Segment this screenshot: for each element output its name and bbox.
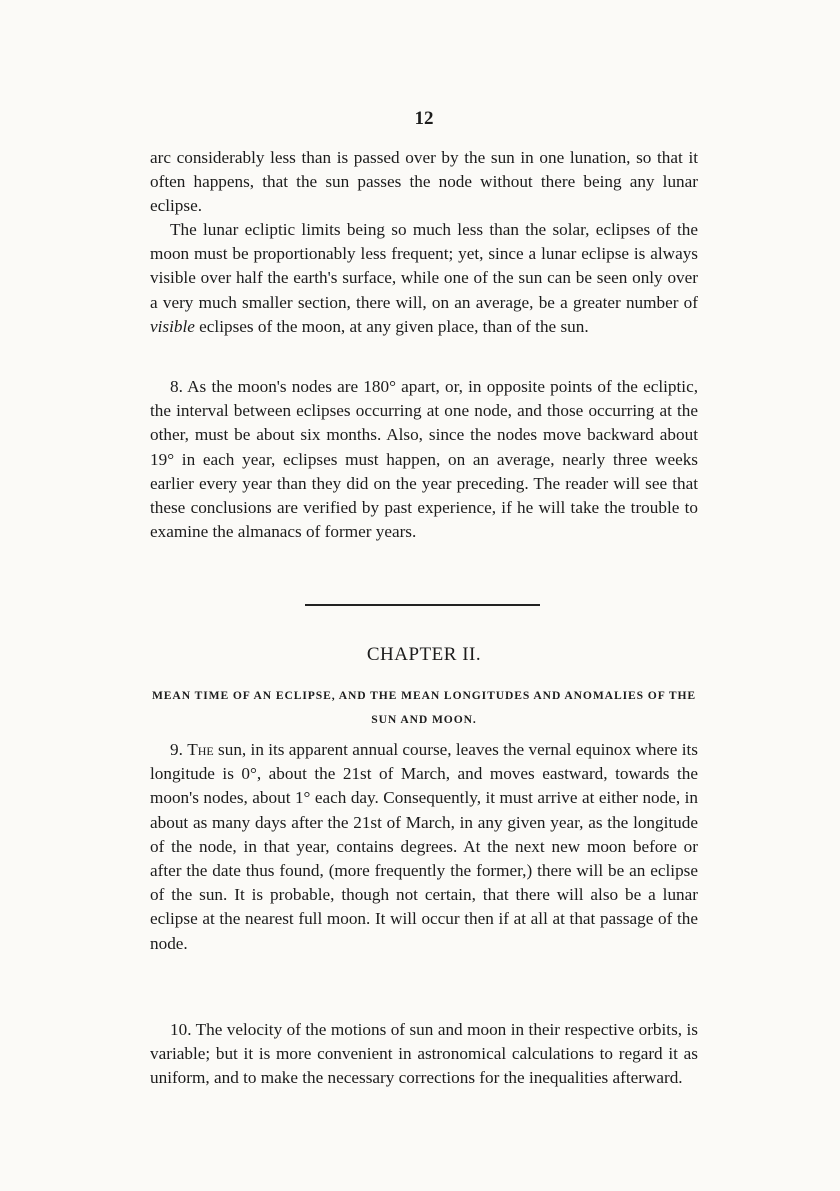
chapter-subtitle: MEAN TIME OF AN ECLIPSE, AND THE MEAN LONGITUDES AND ANOMALIES OF THE SUN AND MOON.	[151, 689, 697, 726]
paragraph-continuation: arc considerably less than is passed over by the sun in one lunation, so that it often happens, that the sun passes the node without there being any lunar eclipse.	[150, 148, 698, 216]
paragraph-section-8: 8. As the moon's nodes are 180° apart, or, in opposite points of the ecliptic, the interval between eclipses occurring at one node, and those occurring at the other, must be about six months. Also, since the nodes move backward about 19° in each year, eclipses must happen, on an average, nearly three weeks earlier every year than they did on the year preceding. The reader will see that these conclusions are verified by past experience, if he will take the trouble to examine the almanacs of former years.	[150, 377, 698, 542]
paragraph-lunar-limits-text-a: The lunar ecliptic limits being so much less than the solar, eclipses of the moon must be proportionably less frequent; yet, since a lunar eclipse is always visible over half the earth's surface, while one of the sun can be seen only over a very much smaller section, there will, on an average, be a greater number of	[150, 220, 698, 312]
section-divider	[305, 604, 540, 606]
paragraph-lunar-limits-text-b: eclipses of the moon, at any given place, than of the sun.	[194, 316, 589, 336]
page-number: 12	[414, 108, 434, 129]
section-9-number: 9.	[170, 740, 183, 759]
paragraph-section-9	[150, 738, 698, 956]
paragraph-lunar-limits	[150, 218, 698, 339]
paragraph-section-10: 10. The velocity of the motions of sun and moon in their respective orbits, is variable; but it is more convenient in astronomical calculations to regard it as uniform, and to make the necessary corrections for the inequalities afterward.	[150, 1020, 698, 1088]
section-9-lead-word: The	[187, 740, 214, 759]
emphasis-visible: visible	[150, 316, 195, 336]
section-9-text: sun, in its apparent annual course, leaves the vernal equinox where its longitude is 0°, about the 21st of March, and moves eastward, towards the moon's nodes, about 1° each day. Consequently, it must arrive at either node, in about as many days after the 21st of March, in any given year, as the longitude of the node, in that year, contains degrees. At the next new moon before or after the date thus found, (more frequently the former,) there will be an eclipse of the sun. It is probable, though not certain, that there will also be a lunar eclipse at the nearest full moon. It will occur then if at all at that passage of the node.	[150, 740, 698, 953]
chapter-title: CHAPTER II.	[366, 644, 482, 665]
